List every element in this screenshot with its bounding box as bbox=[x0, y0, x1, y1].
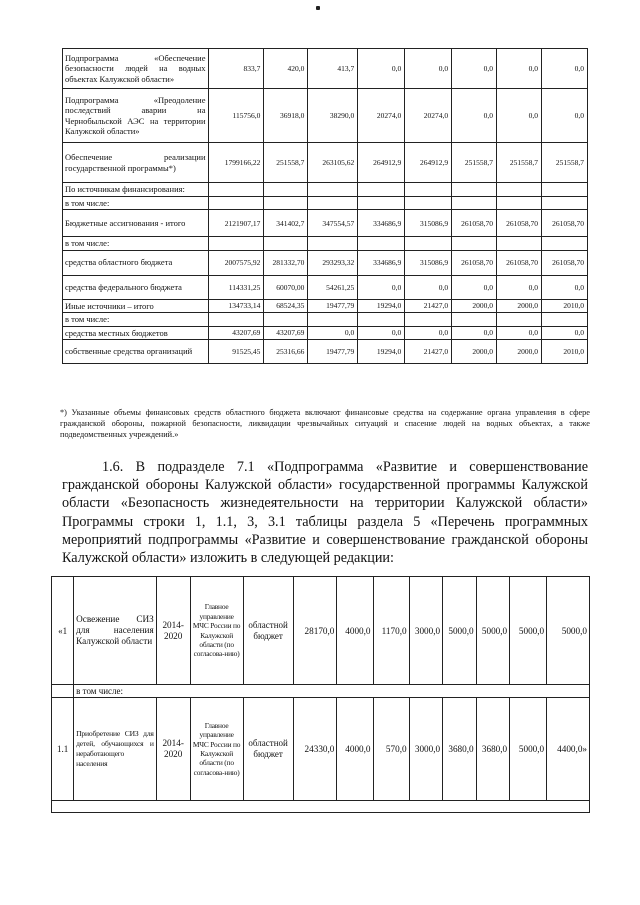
table-row bbox=[63, 210, 588, 237]
funding-source: областной бюджет bbox=[243, 577, 293, 685]
value-cell: 341402,7 bbox=[264, 210, 308, 237]
value-cell: 251558,7 bbox=[452, 143, 497, 183]
value-cell bbox=[308, 196, 358, 210]
row-label: в том числе: bbox=[63, 196, 209, 210]
value-cell bbox=[497, 237, 542, 251]
value-cell: 2000,0 bbox=[497, 340, 542, 364]
value-cell: 261058,70 bbox=[542, 210, 588, 237]
value-cell: 0,0 bbox=[542, 89, 588, 143]
value-cell: 2000,0 bbox=[452, 299, 497, 313]
value-cell bbox=[542, 196, 588, 210]
value-cell: 261058,70 bbox=[452, 250, 497, 275]
value-cell: 60070,00 bbox=[264, 275, 308, 299]
value-cell: 28170,0 bbox=[293, 577, 337, 685]
value-cell bbox=[208, 237, 264, 251]
value-cell bbox=[308, 313, 358, 327]
page-mark bbox=[316, 6, 320, 10]
value-cell: 25316,66 bbox=[264, 340, 308, 364]
years: 2014-2020 bbox=[156, 698, 190, 801]
value-cell: 334686,9 bbox=[358, 250, 405, 275]
value-cell: 2010,0 bbox=[542, 340, 588, 364]
value-cell: 68524,35 bbox=[264, 299, 308, 313]
value-cell: 0,0 bbox=[497, 326, 542, 340]
value-cell: 4400,0» bbox=[547, 698, 590, 801]
executor: Главное управление МЧС России по Калужской области (по согласова-нию) bbox=[190, 577, 243, 685]
value-cell: 3680,0 bbox=[443, 698, 477, 801]
value-cell bbox=[542, 313, 588, 327]
table-row bbox=[63, 313, 588, 327]
value-cell: 5000,0 bbox=[547, 577, 590, 685]
value-cell bbox=[308, 183, 358, 197]
value-cell: 2000,0 bbox=[497, 299, 542, 313]
years: 2014-2020 bbox=[156, 577, 190, 685]
value-cell bbox=[497, 183, 542, 197]
value-cell: 0,0 bbox=[452, 275, 497, 299]
value-cell bbox=[405, 196, 452, 210]
value-cell: 334686,9 bbox=[358, 210, 405, 237]
value-cell: 19294,0 bbox=[358, 340, 405, 364]
value-cell: 251558,7 bbox=[542, 143, 588, 183]
table-row bbox=[63, 237, 588, 251]
value-cell: 347554,57 bbox=[308, 210, 358, 237]
table-row bbox=[63, 250, 588, 275]
value-cell: 0,0 bbox=[405, 326, 452, 340]
value-cell: 251558,7 bbox=[264, 143, 308, 183]
value-cell: 115756,0 bbox=[208, 89, 264, 143]
value-cell: 420,0 bbox=[264, 49, 308, 89]
value-cell bbox=[452, 183, 497, 197]
row-label: Обеспечение реализации государственной программы*) bbox=[63, 143, 209, 183]
value-cell: 5000,0 bbox=[476, 577, 510, 685]
value-cell: 134733,14 bbox=[208, 299, 264, 313]
value-cell bbox=[208, 183, 264, 197]
value-cell: 4000,0 bbox=[337, 577, 373, 685]
value-cell: 21427,0 bbox=[405, 299, 452, 313]
value-cell: 251558,7 bbox=[497, 143, 542, 183]
value-cell: 263105,62 bbox=[308, 143, 358, 183]
value-cell: 570,0 bbox=[373, 698, 409, 801]
value-cell bbox=[358, 237, 405, 251]
value-cell: 293293,32 bbox=[308, 250, 358, 275]
value-cell: 19294,0 bbox=[358, 299, 405, 313]
value-cell: 38290,0 bbox=[308, 89, 358, 143]
amendment-paragraph bbox=[62, 458, 588, 567]
subheading: в том числе: bbox=[74, 685, 590, 698]
value-cell: 0,0 bbox=[542, 326, 588, 340]
row-label: в том числе: bbox=[63, 237, 209, 251]
value-cell: 2000,0 bbox=[452, 340, 497, 364]
value-cell: 261058,70 bbox=[497, 250, 542, 275]
table-row bbox=[63, 143, 588, 183]
table-row bbox=[52, 685, 590, 698]
value-cell: 0,0 bbox=[542, 49, 588, 89]
value-cell: 315086,9 bbox=[405, 250, 452, 275]
row-label: Бюджетные ассигнования - итого bbox=[63, 210, 209, 237]
row-label: средства местных бюджетов bbox=[63, 326, 209, 340]
table-row bbox=[63, 49, 588, 89]
funding-source: областной бюджет bbox=[243, 698, 293, 801]
table-row bbox=[63, 326, 588, 340]
value-cell: 2010,0 bbox=[542, 299, 588, 313]
financing-table bbox=[62, 48, 588, 364]
value-cell: 0,0 bbox=[452, 89, 497, 143]
value-cell bbox=[264, 196, 308, 210]
value-cell: 261058,70 bbox=[452, 210, 497, 237]
row-label: По источникам финансирования: bbox=[63, 183, 209, 197]
measure-name: Освежение СИЗ для населения Калужской области bbox=[74, 577, 157, 685]
table-row bbox=[52, 577, 590, 685]
measure-name: Приобретение СИЗ для детей, обучающихся и неработающего населения bbox=[74, 698, 157, 801]
value-cell: 2007575,92 bbox=[208, 250, 264, 275]
table-row bbox=[63, 89, 588, 143]
value-cell: 0,0 bbox=[452, 49, 497, 89]
value-cell bbox=[264, 237, 308, 251]
value-cell: 0,0 bbox=[405, 49, 452, 89]
value-cell: 54261,25 bbox=[308, 275, 358, 299]
row-label: Подпрограмма «Обеспечение безопасности людей на водных объектах Калужской области» bbox=[63, 49, 209, 89]
executor: Главное управление МЧС России по Калужской области (по согласова-нию) bbox=[190, 698, 243, 801]
value-cell: 315086,9 bbox=[405, 210, 452, 237]
value-cell: 114331,25 bbox=[208, 275, 264, 299]
value-cell: 833,7 bbox=[208, 49, 264, 89]
value-cell: 3000,0 bbox=[409, 577, 443, 685]
row-label: Подпрограмма «Преодоление последствий аварии на Чернобыльской АЭС на территории Калужской области» bbox=[63, 89, 209, 143]
value-cell bbox=[405, 183, 452, 197]
table-row bbox=[63, 299, 588, 313]
value-cell: 0,0 bbox=[358, 326, 405, 340]
value-cell: 24330,0 bbox=[293, 698, 337, 801]
program-measures-table bbox=[51, 576, 590, 813]
value-cell: 20274,0 bbox=[405, 89, 452, 143]
value-cell: 43207,69 bbox=[208, 326, 264, 340]
table-row bbox=[63, 275, 588, 299]
value-cell: 413,7 bbox=[308, 49, 358, 89]
value-cell bbox=[264, 313, 308, 327]
value-cell: 21427,0 bbox=[405, 340, 452, 364]
value-cell bbox=[208, 313, 264, 327]
value-cell bbox=[264, 183, 308, 197]
value-cell: 1799166,22 bbox=[208, 143, 264, 183]
value-cell: 20274,0 bbox=[358, 89, 405, 143]
value-cell: 0,0 bbox=[358, 275, 405, 299]
value-cell bbox=[308, 237, 358, 251]
value-cell bbox=[358, 196, 405, 210]
row-label: средства федерального бюджета bbox=[63, 275, 209, 299]
table-row bbox=[63, 340, 588, 364]
value-cell bbox=[542, 237, 588, 251]
row-label: собственные средства организаций bbox=[63, 340, 209, 364]
value-cell: 0,0 bbox=[497, 49, 542, 89]
value-cell: 43207,69 bbox=[264, 326, 308, 340]
value-cell: 5000,0 bbox=[510, 698, 547, 801]
row-label: средства областного бюджета bbox=[63, 250, 209, 275]
value-cell: 264912,9 bbox=[358, 143, 405, 183]
value-cell: 0,0 bbox=[542, 275, 588, 299]
value-cell bbox=[452, 237, 497, 251]
value-cell: 4000,0 bbox=[337, 698, 373, 801]
value-cell: 261058,70 bbox=[497, 210, 542, 237]
value-cell: 91525,45 bbox=[208, 340, 264, 364]
value-cell: 0,0 bbox=[358, 49, 405, 89]
value-cell bbox=[542, 183, 588, 197]
value-cell bbox=[405, 237, 452, 251]
value-cell: 264912,9 bbox=[405, 143, 452, 183]
value-cell bbox=[452, 196, 497, 210]
value-cell: 3680,0 bbox=[476, 698, 510, 801]
row-label: в том числе: bbox=[63, 313, 209, 327]
value-cell bbox=[358, 313, 405, 327]
row-label: Иные источники – итого bbox=[63, 299, 209, 313]
value-cell: 0,0 bbox=[497, 89, 542, 143]
footnote: *) Указанные объемы финансовых средств областного бюджета включают финансовые средства на содержание органа управления в сфере гражданской обороны, пожарной безопасности, ликвидации чрезвычайных ситуаций и спасение людей на водных объектах, а также подведомственных учреждений.» bbox=[60, 408, 590, 439]
value-cell: 1170,0 bbox=[373, 577, 409, 685]
value-cell: 5000,0 bbox=[443, 577, 477, 685]
value-cell: 19477,79 bbox=[308, 340, 358, 364]
value-cell bbox=[452, 313, 497, 327]
value-cell bbox=[405, 313, 452, 327]
row-number: 1.1 bbox=[52, 698, 74, 801]
value-cell: 0,0 bbox=[497, 275, 542, 299]
value-cell: 2121907,17 bbox=[208, 210, 264, 237]
value-cell bbox=[358, 183, 405, 197]
row-number: «1 bbox=[52, 577, 74, 685]
value-cell bbox=[208, 196, 264, 210]
value-cell: 5000,0 bbox=[510, 577, 547, 685]
table-row bbox=[52, 698, 590, 801]
value-cell: 3000,0 bbox=[409, 698, 443, 801]
amendment-text: 1.6. В подразделе 7.1 «Подпрограмма «Развитие и совершенствование гражданской обороны Калужской области» государственной программы Калужской области «Безопасность жизнедеятельности на территории Калужской области» Программы строки 1, 1.1, 3, 3.1 таблицы раздела 5 «Перечень программных мероприятий подпрограммы «Развитие и совершенствование гражданской обороны Калужской области» изложить в следующей редакции: bbox=[62, 459, 588, 567]
value-cell bbox=[497, 313, 542, 327]
value-cell: 36918,0 bbox=[264, 89, 308, 143]
value-cell: 281332,70 bbox=[264, 250, 308, 275]
value-cell: 261058,70 bbox=[542, 250, 588, 275]
value-cell: 0,0 bbox=[308, 326, 358, 340]
value-cell: 0,0 bbox=[405, 275, 452, 299]
value-cell bbox=[497, 196, 542, 210]
table-row bbox=[63, 183, 588, 197]
value-cell: 19477,79 bbox=[308, 299, 358, 313]
table-row bbox=[52, 801, 590, 813]
table-row bbox=[63, 196, 588, 210]
value-cell: 0,0 bbox=[452, 326, 497, 340]
